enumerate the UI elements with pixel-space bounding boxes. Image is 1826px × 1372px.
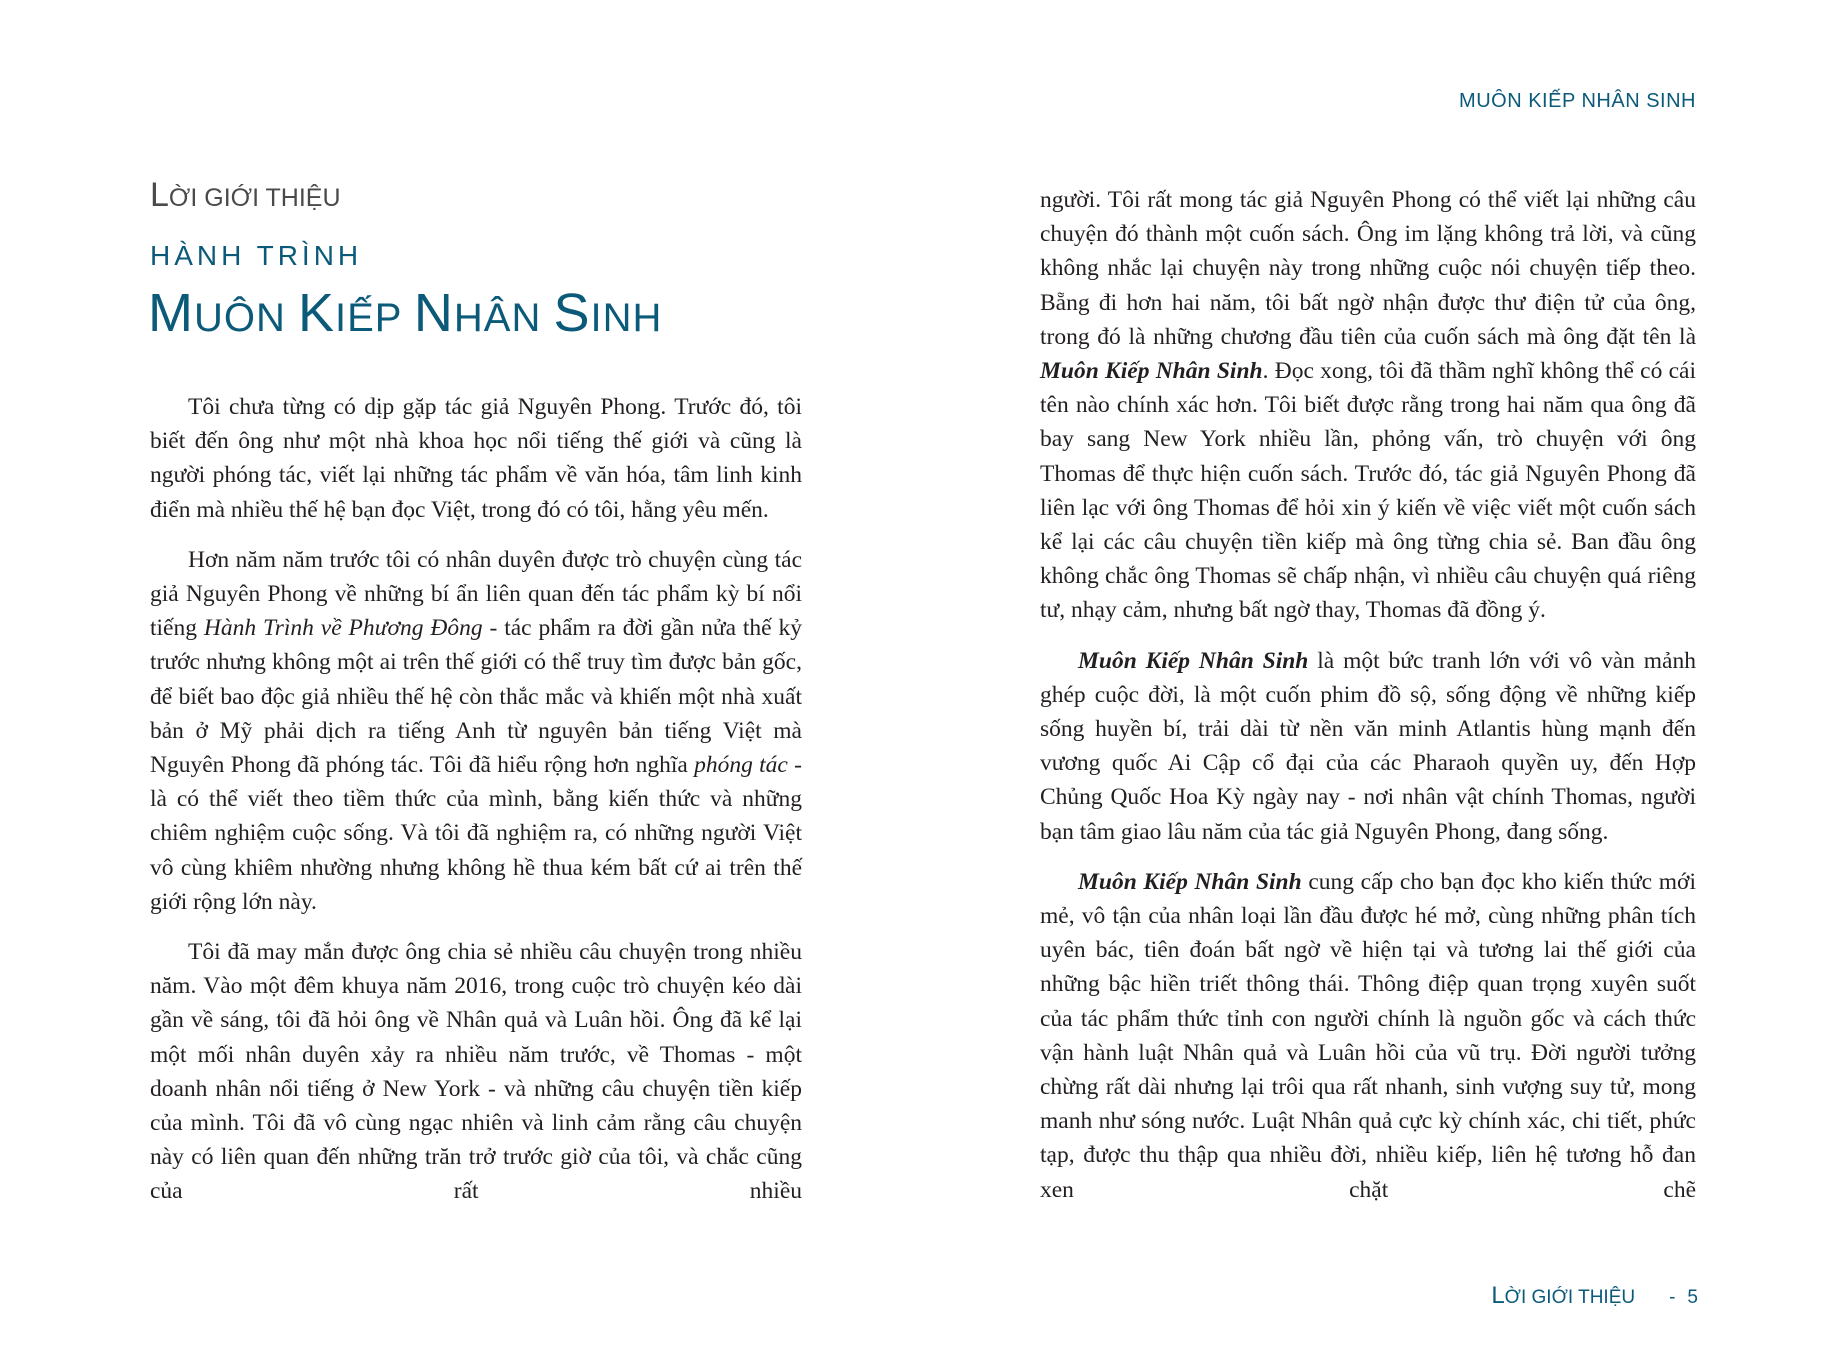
title-initial: K: [297, 283, 336, 343]
title-initial: N: [413, 283, 454, 343]
emphasized-book-title: Hành Trình về Phương Đông: [203, 615, 483, 642]
paragraph: Tôi đã may mắn được ông chia sẻ nhiều câu chuyện trong nhiều năm. Vào một đêm khuya năm 2016, trong cuộc trò chuyện kéo dài gần về sáng, tôi đã hỏi ông về Nhân quả và Luân hồi. Ông đã kể lại một mối nhân duyên xảy ra nhiều năm trước, về Thomas - một doanh nhân nổi tiếng ở New York - và những câu chuyện tiền kiếp của mình. Tôi đã vô cùng ngạc nhiên và linh cảm rằng câu chuyện này có liên quan đến những trăn trở trước giờ của tôi, và chắc cũng của rất nhiều: [150, 939, 802, 1205]
left-text-column: [150, 390, 802, 1209]
running-header: MUÔN KIẾP NHÂN SINH: [1459, 90, 1696, 112]
paragraph: [1040, 644, 1696, 849]
paragraph-text: . Đọc xong, tôi đã thầm nghĩ không thể có cái tên nào chính xác hơn. Tôi biết được rằng trong hai năm qua ông đã bay sang New York nhiều lần, phỏng vấn, trò chuyện với ông Thomas để thực hiện cuốn sách. Trước đó, tác giả Nguyên Phong đã liên lạc với ông Thomas để hỏi xin ý kiến về việc viết một cuốn sách kể lại các câu chuyện tiền kiếp mà ông từng chia sẻ. Ban đầu ông không chắc ông Thomas sẽ chấp nhận, vì nhiều câu chuyện quá riêng tư, nhạy cảm, nhưng bất ngờ thay, Thomas đã đồng ý.: [1040, 358, 1696, 624]
paragraph-text: Hơn năm năm trước tôi có nhân duyên được trò chuyện cùng tác giả Nguyên Phong về những bí ẩn liên quan đến tác phẩm kỳ bí nổi tiếng: [150, 546, 802, 642]
chapter-title: [148, 282, 662, 344]
paragraph-text: - là có thể viết theo tiềm thức của mình, bằng kiến thức và những chiêm nghiệm cuộc sống. Và tôi đã nghiệm ra, có những người Việt vô cùng khiêm nhường nhưng không hề thua kém bất cứ ai trên thế giới rộng lớn này.: [150, 752, 802, 915]
title-initial: S: [553, 283, 591, 343]
title-word: HÂN: [453, 296, 554, 340]
chapter-subtitle: HÀNH TRÌNH: [150, 240, 363, 271]
section-label-initial: L: [150, 176, 169, 214]
paragraph: [1040, 183, 1696, 628]
emphasized-term: phóng tác: [694, 752, 788, 779]
paragraph: [1040, 865, 1696, 1207]
section-label: [150, 176, 341, 215]
emphasized-book-title: Muôn Kiếp Nhân Sinh: [1078, 868, 1302, 895]
page-footer: [1491, 1282, 1698, 1310]
right-text-column: [1040, 183, 1696, 1207]
footer-label-initial: L: [1491, 1282, 1505, 1309]
section-label-rest: ỜI GIỚI THIỆU: [168, 184, 341, 212]
paragraph: [150, 543, 802, 919]
title-word: INH: [590, 296, 663, 340]
title-word: UÔN: [193, 296, 298, 340]
paragraph-text: là một bức tranh lớn với vô vàn mảnh ghép cuộc đời, là một cuốn phim đồ sộ, sống động về những kiếp sống huyền bí, trải dài từ nền văn minh Atlantis hùng mạnh đến vương quốc Ai Cập cổ đại của các Pharaoh quyền uy, đến Hợp Chủng Quốc Hoa Kỳ ngày nay - nơi nhân vật chính Thomas, người bạn tâm giao lâu năm của tác giả Nguyên Phong, đang sống.: [1040, 647, 1696, 845]
paragraph-text: cung cấp cho bạn đọc kho kiến thức mới mẻ, vô tận của nhân loại lần đầu được hé mở, cùng những phân tích uyên bác, tiên đoán bất ngờ về hiện tại và tương lai thế giới của những bậc hiền triết thông thái. Thông điệp quan trọng xuyên suốt của tác phẩm thức tỉnh con người chính là nguồn gốc và cách thức vận hành luật Nhân quả và Luân hồi của vũ trụ. Đời người tưởng chừng rất dài nhưng lại trôi qua rất nhanh, sinh vượng suy tử, mong manh như sóng nước. Luật Nhân quả cực kỳ chính xác, chi tiết, phức tạp, được thu thập qua nhiều đời, nhiều kiếp, liên hệ tương hỗ đan xen chặt chẽ: [1040, 868, 1696, 1203]
title-word: IẾP: [335, 296, 414, 340]
paragraph: Tôi chưa từng có dịp gặp tác giả Nguyên Phong. Trước đó, tôi biết đến ông như một nhà khoa học nổi tiếng thế giới và cũng là người phóng tác, viết lại những tác phẩm về văn hóa, tâm linh kinh điển mà nhiều thế hệ bạn đọc Việt, trong đó có tôi, hằng yêu mến.: [150, 394, 802, 523]
emphasized-book-title: Muôn Kiếp Nhân Sinh: [1078, 647, 1309, 674]
page-number: 5: [1687, 1287, 1698, 1308]
paragraph-text: người. Tôi rất mong tác giả Nguyên Phong có thể viết lại những câu chuyện đó thành một cuốn sách. Ông im lặng không trả lời, và cũng không nhắc lại chuyện này trong những cuộc nói chuyện tiếp theo. Bẵng đi hơn hai năm, tôi bất ngờ nhận được thư điện tử của ông, trong đó là những chương đầu tiên của cuốn sách mà ông đặt tên là: [1040, 187, 1696, 350]
emphasized-book-title: Muôn Kiếp Nhân Sinh: [1040, 358, 1263, 385]
title-initial: M: [148, 283, 194, 343]
footer-label-rest: ỜI GIỚI THIỆU: [1504, 1287, 1636, 1308]
footer-separator: -: [1669, 1287, 1676, 1308]
paragraph-text: - tác phẩm ra đời gần nửa thế kỷ trước nhưng không một ai trên thế giới có thể truy tìm được bản gốc, để biết bao độc giả nhiều thế hệ còn thắc mắc và khiến một nhà xuất bản ở Mỹ phải dịch ra tiếng Anh từ nguyên bản tiếng Việt mà Nguyên Phong đã phóng tác. Tôi đã hiểu rộng hơn nghĩa: [150, 615, 802, 779]
